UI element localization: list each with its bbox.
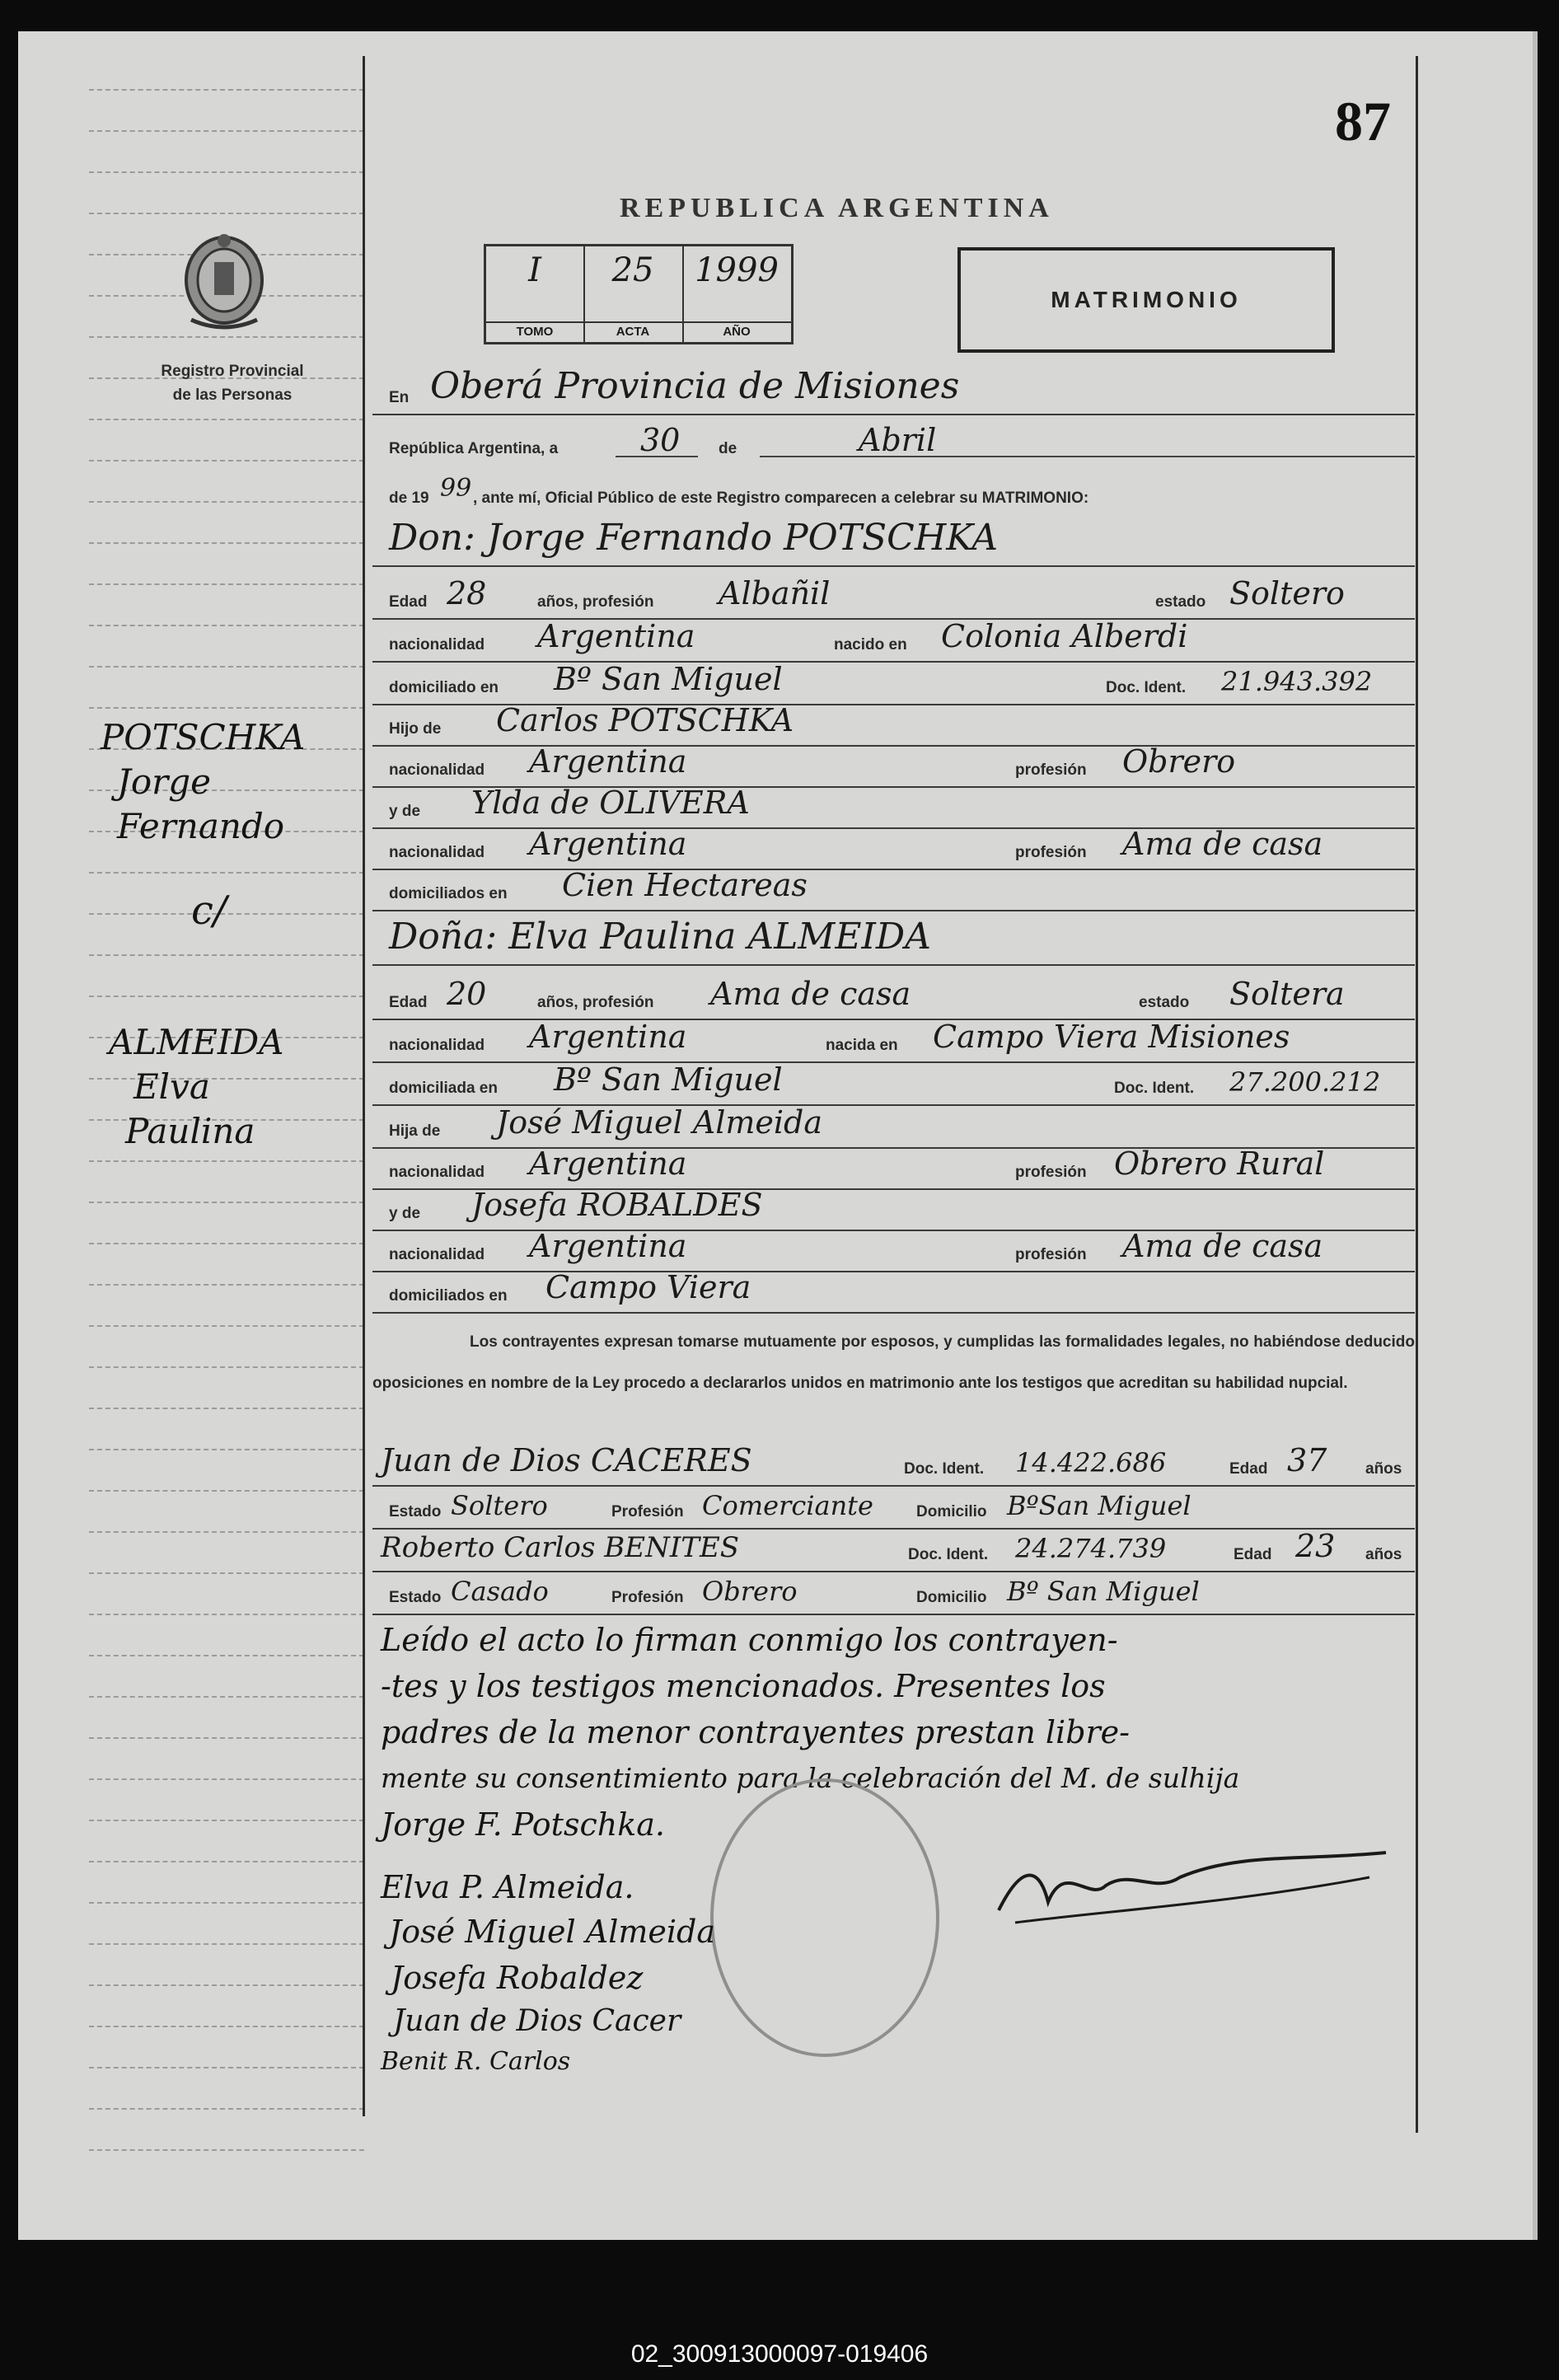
page-number: 87 bbox=[1335, 90, 1391, 152]
mother-nat-label: nacionalidad bbox=[389, 1246, 485, 1263]
profesion-label: Profesión bbox=[611, 1589, 684, 1606]
year-suffix: 99 bbox=[440, 474, 472, 503]
bride-mother-profession: Ama de casa bbox=[1122, 1228, 1323, 1264]
margin-ruled-line bbox=[89, 213, 364, 214]
margin-ruled-line bbox=[89, 1984, 364, 1986]
margin-ruled-line bbox=[89, 2149, 364, 2151]
margin-ruled-line bbox=[89, 625, 364, 626]
coat-of-arms-icon bbox=[175, 229, 274, 336]
groom-parents-address: Cien Hectareas bbox=[562, 867, 808, 903]
father-prof-label: profesión bbox=[1015, 761, 1087, 779]
margin-bride-surname: ALMEIDA bbox=[109, 1022, 284, 1062]
margin-ruled-line bbox=[89, 1655, 364, 1656]
record-id-box bbox=[484, 244, 794, 344]
groom-profession: Albañil bbox=[719, 575, 831, 611]
country-title: REPUBLICA ARGENTINA bbox=[620, 193, 1054, 223]
groom-mother: Ylda de OLIVERA bbox=[471, 785, 750, 821]
groom-mother-nationality: Argentina bbox=[529, 826, 687, 862]
father-prof-label: profesión bbox=[1015, 1164, 1087, 1181]
bride-age: 20 bbox=[447, 976, 487, 1012]
margin-ruled-line bbox=[89, 171, 364, 173]
signature-bride-father: José Miguel Almeida bbox=[389, 1914, 716, 1950]
mother-nat-label: nacionalidad bbox=[389, 844, 485, 861]
witness1-address: BºSan Miguel bbox=[1007, 1490, 1191, 1521]
signature-witness1: Juan de Dios Cacer bbox=[393, 2004, 681, 2038]
margin-ruled-line bbox=[89, 1696, 364, 1698]
anos-profesion-label: años, profesión bbox=[537, 593, 654, 611]
bride-father: José Miguel Almeida bbox=[496, 1104, 823, 1141]
note-line: padres de la menor contrayentes prestan libre- bbox=[381, 1714, 1131, 1750]
witness2-age: 23 bbox=[1295, 1528, 1336, 1564]
margin-ruled-line bbox=[89, 1284, 364, 1286]
estado-label: Estado bbox=[389, 1503, 442, 1520]
margin-ruled-line bbox=[89, 1943, 364, 1945]
margin-groom-first: Jorge bbox=[117, 761, 211, 802]
en-label: En bbox=[389, 389, 410, 406]
domicilio-label: Domicilio bbox=[916, 1589, 987, 1606]
margin-ruled-line bbox=[89, 666, 364, 668]
groom-age: 28 bbox=[447, 575, 487, 611]
groom-parents-address-row bbox=[372, 857, 1415, 911]
scan-id: 02_300913000097-019406 bbox=[630, 2340, 929, 2368]
margin-ruled-line bbox=[89, 542, 364, 544]
margin-groom-name bbox=[101, 715, 305, 849]
margin-ruled-line bbox=[89, 2067, 364, 2068]
margin-ruled-line bbox=[89, 2026, 364, 2027]
hijo-label: Hijo de bbox=[389, 720, 442, 738]
groom-address: Bº San Miguel bbox=[554, 661, 783, 697]
anos-profesion-label: años, profesión bbox=[537, 994, 654, 1011]
groom-name: Don: Jorge Fernando POTSCHKA bbox=[389, 517, 999, 559]
estado-label: estado bbox=[1155, 593, 1206, 611]
domiciliada-label: domiciliada en bbox=[389, 1080, 498, 1097]
edad-label: Edad bbox=[389, 593, 428, 611]
margin-rule bbox=[363, 56, 365, 2116]
margin-ruled-line bbox=[89, 89, 364, 91]
note-line: Jorge F. Potschka. bbox=[381, 1806, 665, 1843]
margin-connector: c/ bbox=[191, 888, 227, 934]
tomo-label: TOMO bbox=[486, 321, 583, 339]
margin-ruled-line bbox=[89, 1325, 364, 1327]
edad-label: Edad bbox=[1229, 1460, 1268, 1478]
edad-label: Edad bbox=[1234, 1546, 1272, 1563]
registry-office bbox=[125, 359, 339, 407]
registrar-signature-icon bbox=[990, 1844, 1402, 1935]
margin-bride-first: Elva bbox=[133, 1066, 210, 1107]
margin-ruled-line bbox=[89, 1366, 364, 1368]
groom-mother-profession: Ama de casa bbox=[1122, 826, 1323, 862]
day-value: 30 bbox=[640, 422, 681, 458]
date-row bbox=[372, 412, 1415, 465]
margin-ruled-line bbox=[89, 336, 364, 338]
note-line: -tes y los testigos mencionados. Presentes los bbox=[381, 1668, 1106, 1704]
mother-prof-label: profesión bbox=[1015, 1246, 1087, 1263]
witness1-estado: Soltero bbox=[451, 1490, 548, 1521]
bride-parents-address-row bbox=[372, 1259, 1415, 1314]
doc-label: Doc. Ident. bbox=[908, 1546, 989, 1563]
doc-label: Doc. Ident. bbox=[904, 1460, 985, 1478]
witness1-age: 37 bbox=[1287, 1442, 1327, 1478]
acta-label: ACTA bbox=[583, 321, 682, 339]
margin-groom-middle: Fernando bbox=[117, 806, 285, 846]
signature-witness2: Benit R. Carlos bbox=[381, 2047, 571, 2076]
anos-label: años bbox=[1365, 1460, 1402, 1478]
tomo-cell bbox=[486, 246, 585, 342]
acta-cell bbox=[583, 246, 684, 342]
margin-ruled-line bbox=[89, 1202, 364, 1203]
witness1-name: Juan de Dios CACERES bbox=[381, 1442, 752, 1478]
witness2-details-row bbox=[372, 1561, 1415, 1615]
margin-ruled-line bbox=[89, 1614, 364, 1615]
place-row bbox=[372, 361, 1415, 415]
margin-ruled-line bbox=[89, 419, 364, 420]
margin-ruled-line bbox=[89, 954, 364, 956]
margin-ruled-line bbox=[89, 583, 364, 585]
father-nat-label: nacionalidad bbox=[389, 1164, 485, 1181]
bride-mother-nationality: Argentina bbox=[529, 1228, 687, 1264]
yde-label: y de bbox=[389, 803, 421, 820]
signature-bride-mother: Josefa Robaldez bbox=[391, 1960, 644, 1996]
anos-label: años bbox=[1365, 1546, 1402, 1563]
nacionalidad-label: nacionalidad bbox=[389, 636, 485, 654]
month-value: Abril bbox=[859, 422, 937, 458]
acta-value: 25 bbox=[611, 251, 654, 289]
bride-parents-address: Campo Viera bbox=[545, 1269, 751, 1305]
estado-label: estado bbox=[1139, 994, 1190, 1011]
margin-bride-name bbox=[109, 1020, 283, 1154]
doc-label: Doc. Ident. bbox=[1106, 679, 1187, 696]
bride-estado: Soltera bbox=[1229, 976, 1345, 1012]
nacido-label: nacido en bbox=[834, 636, 907, 654]
witness2-estado: Casado bbox=[451, 1576, 549, 1607]
doc-label: Doc. Ident. bbox=[1114, 1080, 1195, 1097]
groom-father: Carlos POTSCHKA bbox=[496, 702, 794, 738]
margin-ruled-line bbox=[89, 1820, 364, 1821]
margin-ruled-line bbox=[89, 1861, 364, 1862]
margin-ruled-line bbox=[89, 1408, 364, 1409]
edad-label: Edad bbox=[389, 994, 428, 1011]
groom-birthplace: Colonia Alberdi bbox=[941, 618, 1188, 654]
domiciliado-label: domiciliado en bbox=[389, 679, 499, 696]
margin-ruled-line bbox=[89, 1902, 364, 1904]
republica-label: República Argentina, a bbox=[389, 440, 559, 457]
hija-label: Hija de bbox=[389, 1122, 441, 1140]
groom-doc: 21.943.392 bbox=[1221, 666, 1373, 697]
parents-addr-label: domiciliados en bbox=[389, 885, 508, 902]
parents-addr-label: domiciliados en bbox=[389, 1287, 508, 1305]
witness2-name: Roberto Carlos BENITES bbox=[381, 1531, 740, 1564]
bride-address: Bº San Miguel bbox=[554, 1061, 783, 1098]
father-nat-label: nacionalidad bbox=[389, 761, 485, 779]
year-row bbox=[372, 461, 1415, 514]
bride-doc: 27.200.212 bbox=[1229, 1066, 1381, 1098]
margin-ruled-line bbox=[89, 2108, 364, 2110]
register-page bbox=[18, 31, 1538, 2240]
domicilio-label: Domicilio bbox=[916, 1503, 987, 1520]
declaration-text: , ante mí, Oficial Público de este Registro comparecen a celebrar su MATRIMONIO: bbox=[473, 490, 1089, 507]
witness2-doc: 24.274.739 bbox=[1015, 1533, 1167, 1564]
footer-bar bbox=[0, 2298, 1559, 2380]
ano-value: 1999 bbox=[695, 251, 779, 289]
year-prefix: de 19 bbox=[389, 490, 429, 507]
signature-bride: Elva P. Almeida. bbox=[381, 1869, 634, 1905]
ano-cell bbox=[682, 246, 791, 342]
witness2-address: Bº San Miguel bbox=[1007, 1576, 1200, 1607]
place-value: Oberá Provincia de Misiones bbox=[430, 365, 960, 407]
margin-ruled-line bbox=[89, 1778, 364, 1780]
groom-estado: Soltero bbox=[1229, 575, 1345, 611]
nacida-label: nacida en bbox=[826, 1037, 898, 1054]
yde-label: y de bbox=[389, 1205, 421, 1222]
margin-ruled-line bbox=[89, 707, 364, 709]
note-line: Leído el acto lo firman conmigo los contrayen- bbox=[381, 1622, 1118, 1658]
margin-ruled-line bbox=[89, 996, 364, 997]
office-line-2: de las Personas bbox=[172, 387, 293, 404]
margin-ruled-line bbox=[89, 1449, 364, 1450]
bride-profession: Ama de casa bbox=[710, 976, 911, 1012]
profesion-label: Profesión bbox=[611, 1503, 684, 1520]
office-line-1: Registro Provincial bbox=[161, 363, 304, 380]
margin-ruled-line bbox=[89, 1531, 364, 1533]
margin-ruled-line bbox=[89, 1243, 364, 1244]
groom-nationality: Argentina bbox=[537, 618, 695, 654]
note-line: mente su consentimiento para la celebración del M. de sulhija bbox=[381, 1762, 1240, 1794]
margin-ruled-line bbox=[89, 1572, 364, 1574]
registrar-stamp bbox=[1079, 1926, 1340, 2034]
margin-ruled-line bbox=[89, 1160, 364, 1162]
margin-ruled-line bbox=[89, 501, 364, 503]
margin-ruled-line bbox=[89, 460, 364, 461]
bride-name: Doña: Elva Paulina ALMEIDA bbox=[389, 916, 931, 958]
bride-father-nationality: Argentina bbox=[529, 1145, 687, 1182]
margin-bride-middle: Paulina bbox=[125, 1111, 255, 1151]
de-label: de bbox=[719, 440, 737, 457]
margin-ruled-line bbox=[89, 1737, 364, 1739]
marriage-statement: Los contrayentes expresan tomarse mutuamente por esposos, y cumplidas las formalidades legales, no habiéndose deducido oposiciones en nombre de la Ley procedo a declararlos unidos en matrimonio ante los testigos que acreditan su habilidad nupcial. bbox=[372, 1333, 1415, 1392]
margin-ruled-line bbox=[89, 872, 364, 874]
bride-mother: Josefa ROBALDES bbox=[471, 1187, 763, 1223]
groom-father-profession: Obrero bbox=[1122, 743, 1236, 780]
record-type-box: MATRIMONIO bbox=[957, 247, 1335, 353]
ano-label: AÑO bbox=[682, 321, 791, 339]
witness2-profession: Obrero bbox=[702, 1576, 798, 1607]
margin-ruled-line bbox=[89, 1490, 364, 1492]
groom-father-nationality: Argentina bbox=[529, 743, 687, 780]
nacionalidad-label: nacionalidad bbox=[389, 1037, 485, 1054]
official-seal-stamp bbox=[710, 1778, 939, 2057]
witness1-profession: Comerciante bbox=[702, 1490, 873, 1521]
groom-name-row bbox=[372, 513, 1415, 567]
margin-ruled-line bbox=[89, 130, 364, 132]
bride-birthplace: Campo Viera Misiones bbox=[933, 1019, 1290, 1055]
bride-father-profession: Obrero Rural bbox=[1114, 1145, 1325, 1182]
bride-nationality: Argentina bbox=[529, 1019, 687, 1055]
witness1-doc: 14.422.686 bbox=[1015, 1447, 1167, 1478]
estado-label: Estado bbox=[389, 1589, 442, 1606]
margin-groom-surname: POTSCHKA bbox=[101, 717, 306, 757]
tomo-value: I bbox=[528, 251, 541, 289]
mother-prof-label: profesión bbox=[1015, 844, 1087, 861]
bride-name-row bbox=[372, 911, 1415, 966]
